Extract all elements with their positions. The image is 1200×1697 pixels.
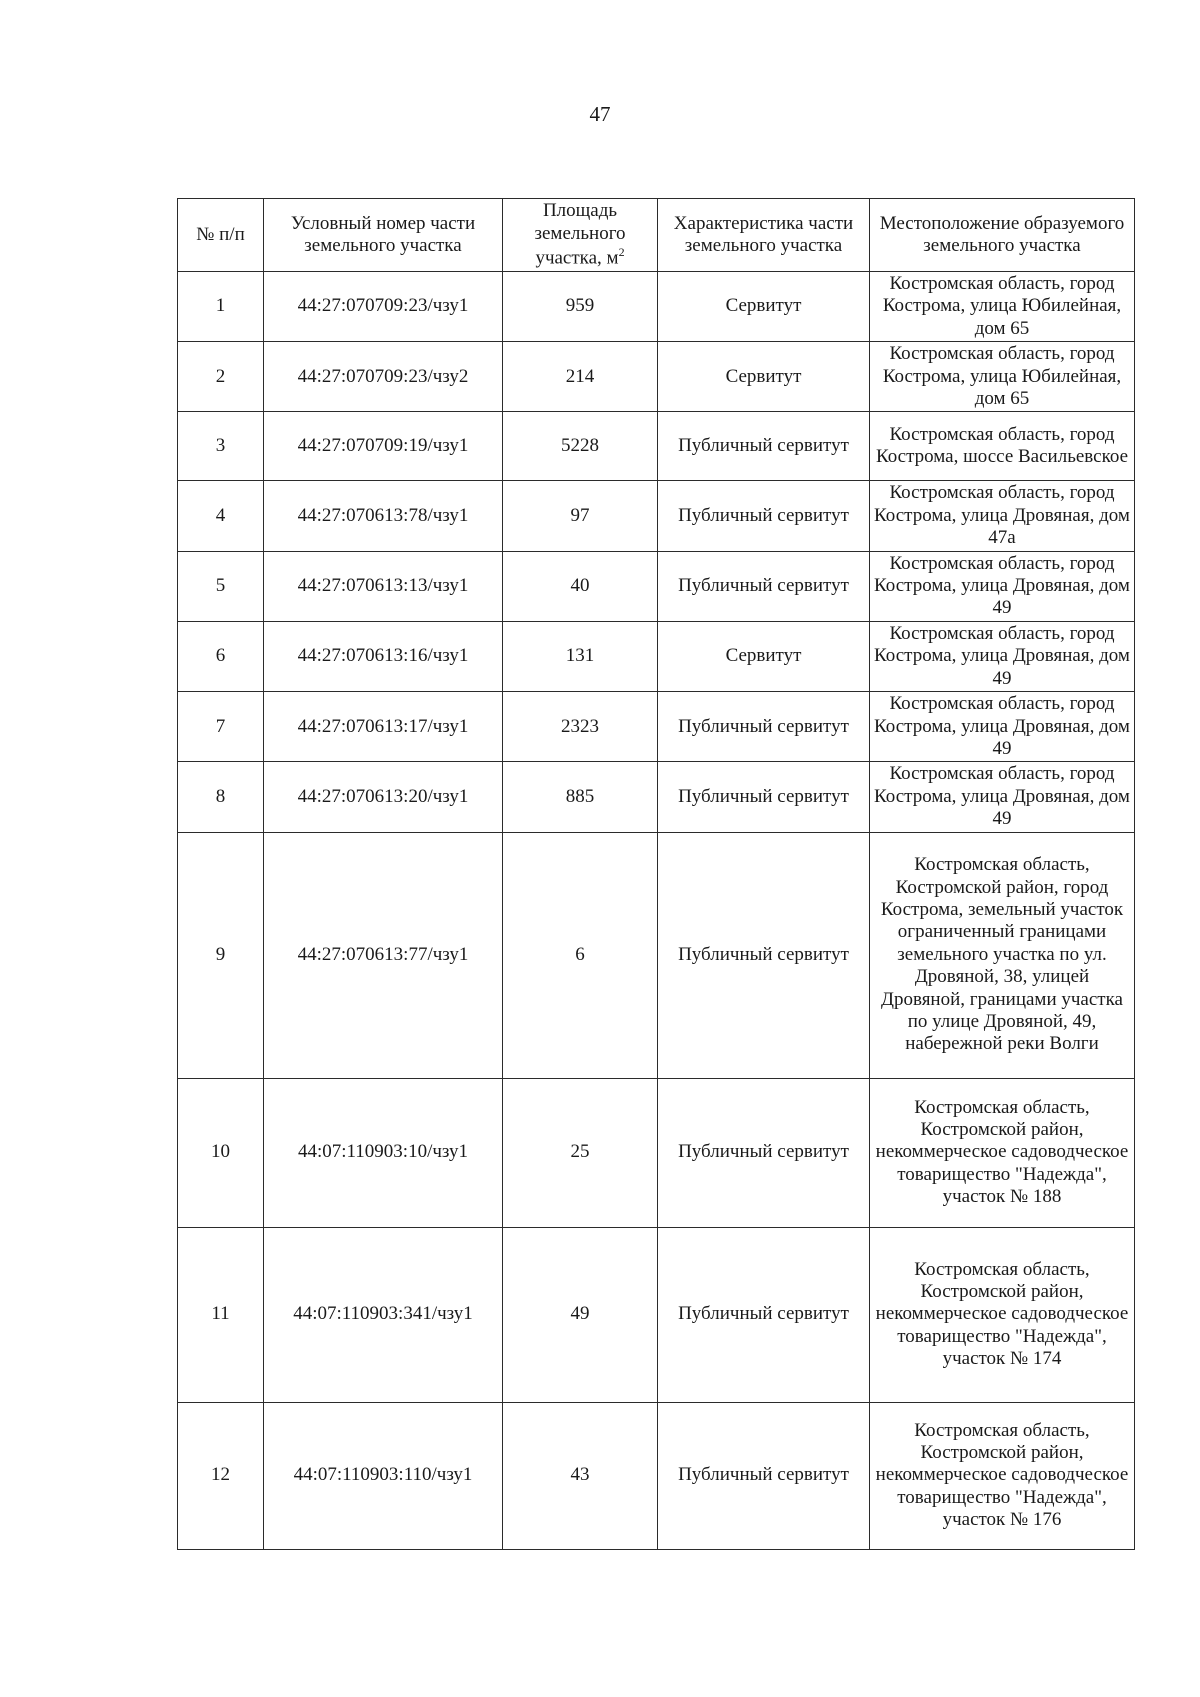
header-area-label: Площадь земельного участка, м [534, 200, 626, 269]
cell-location: Костромская область, город Кострома, улица Дровяная, дом 49 [870, 692, 1135, 762]
cell-code: 44:27:070709:23/чзу2 [264, 342, 503, 412]
cell-num: 10 [178, 1078, 264, 1227]
cell-code: 44:07:110903:110/чзу1 [264, 1402, 503, 1549]
cell-num: 3 [178, 412, 264, 481]
cell-location: Костромская область, город Кострома, шоссе Васильевское [870, 412, 1135, 481]
header-area [503, 199, 658, 272]
cell-num: 8 [178, 762, 264, 832]
cell-area: 5228 [503, 412, 658, 481]
cell-num: 2 [178, 342, 264, 412]
table-row [178, 412, 1135, 481]
cell-code: 44:27:070613:20/чзу1 [264, 762, 503, 832]
cell-num: 9 [178, 832, 264, 1078]
table-row [178, 272, 1135, 342]
cell-area: 25 [503, 1078, 658, 1227]
cell-type: Публичный сервитут [658, 1078, 870, 1227]
cell-code: 44:27:070613:13/чзу1 [264, 551, 503, 621]
table-row [178, 1227, 1135, 1402]
cell-area: 214 [503, 342, 658, 412]
cell-code: 44:07:110903:341/чзу1 [264, 1227, 503, 1402]
table-row [178, 551, 1135, 621]
cell-code: 44:07:110903:10/чзу1 [264, 1078, 503, 1227]
table-row [178, 342, 1135, 412]
cell-area: 959 [503, 272, 658, 342]
cell-location: Костромская область, город Кострома, улица Юбилейная, дом 65 [870, 342, 1135, 412]
cell-num: 11 [178, 1227, 264, 1402]
land-plots-table [177, 198, 1135, 1550]
cell-code: 44:27:070613:78/чзу1 [264, 481, 503, 551]
table-row [178, 481, 1135, 551]
cell-code: 44:27:070613:16/чзу1 [264, 621, 503, 691]
cell-num: 1 [178, 272, 264, 342]
cell-type: Публичный сервитут [658, 481, 870, 551]
cell-num: 4 [178, 481, 264, 551]
cell-code: 44:27:070613:77/чзу1 [264, 832, 503, 1078]
cell-area: 40 [503, 551, 658, 621]
table-row [178, 832, 1135, 1078]
table-row [178, 762, 1135, 832]
cell-location: Костромская область, город Кострома, улица Дровяная, дом 49 [870, 762, 1135, 832]
table-row [178, 1078, 1135, 1227]
cell-type: Публичный сервитут [658, 1402, 870, 1549]
cell-type: Сервитут [658, 272, 870, 342]
cell-location: Костромская область, город Кострома, улица Юбилейная, дом 65 [870, 272, 1135, 342]
cell-location: Костромская область, город Кострома, улица Дровяная, дом 49 [870, 551, 1135, 621]
table-row [178, 621, 1135, 691]
cell-area: 6 [503, 832, 658, 1078]
cell-location: Костромская область, Костромской район, некоммерческое садоводческое товарищество "Надежда", участок № 174 [870, 1227, 1135, 1402]
cell-type: Публичный сервитут [658, 551, 870, 621]
cell-code: 44:27:070709:23/чзу1 [264, 272, 503, 342]
cell-num: 7 [178, 692, 264, 762]
cell-area: 131 [503, 621, 658, 691]
cell-area: 43 [503, 1402, 658, 1549]
cell-type: Публичный сервитут [658, 412, 870, 481]
cell-code: 44:27:070709:19/чзу1 [264, 412, 503, 481]
header-area-unit-exponent: 2 [618, 245, 625, 260]
cell-location: Костромская область, Костромской район, город Кострома, земельный участок ограниченный границами земельного участка по ул. Дровяной, 38, улицей Дровяной, границами участка по улице Дровяной, 49, набережной реки Волги [870, 832, 1135, 1078]
cell-area: 97 [503, 481, 658, 551]
table-header-row [178, 199, 1135, 272]
cell-location: Костромская область, город Кострома, улица Дровяная, дом 47а [870, 481, 1135, 551]
header-type: Характеристика части земельного участка [658, 199, 870, 272]
cell-area: 2323 [503, 692, 658, 762]
cell-type: Сервитут [658, 621, 870, 691]
page-number: 47 [589, 102, 611, 126]
cell-code: 44:27:070613:17/чзу1 [264, 692, 503, 762]
cell-type: Публичный сервитут [658, 832, 870, 1078]
cell-type: Публичный сервитут [658, 1227, 870, 1402]
cell-type: Публичный сервитут [658, 762, 870, 832]
header-location: Местоположение образуемого земельного участка [870, 199, 1135, 272]
header-code: Условный номер части земельного участка [264, 199, 503, 272]
table-row [178, 692, 1135, 762]
cell-area: 885 [503, 762, 658, 832]
cell-num: 12 [178, 1402, 264, 1549]
cell-location: Костромская область, Костромской район, некоммерческое садоводческое товарищество "Надежда", участок № 176 [870, 1402, 1135, 1549]
cell-location: Костромская область, Костромской район, некоммерческое садоводческое товарищество "Надежда", участок № 188 [870, 1078, 1135, 1227]
cell-area: 49 [503, 1227, 658, 1402]
cell-type: Публичный сервитут [658, 692, 870, 762]
cell-num: 6 [178, 621, 264, 691]
cell-num: 5 [178, 551, 264, 621]
table-row [178, 1402, 1135, 1549]
header-num: № п/п [178, 199, 264, 272]
cell-location: Костромская область, город Кострома, улица Дровяная, дом 49 [870, 621, 1135, 691]
cell-type: Сервитут [658, 342, 870, 412]
